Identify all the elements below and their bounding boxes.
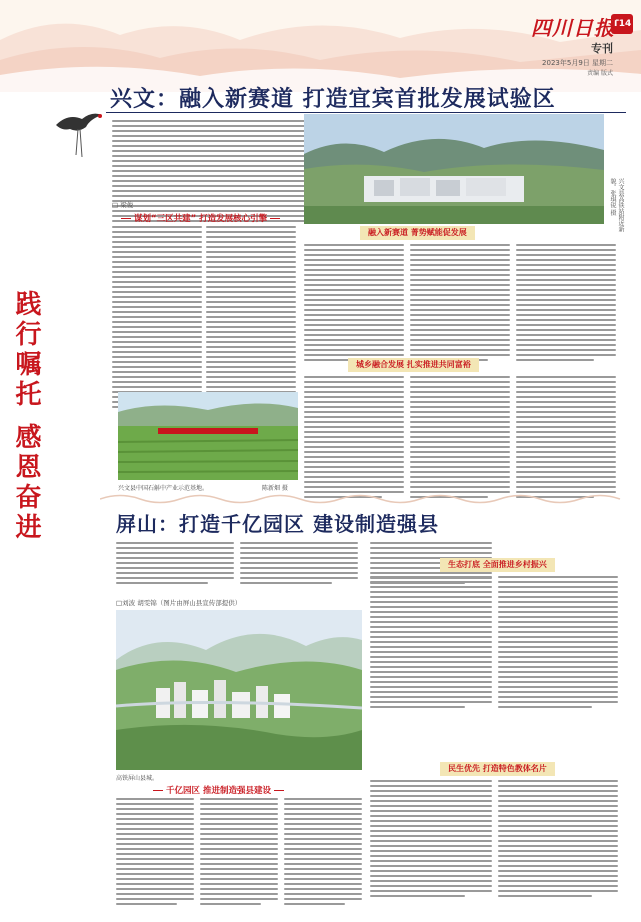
pingshan-col-d	[370, 780, 492, 897]
xingwen-col-7	[410, 376, 510, 498]
headline-rule	[106, 112, 626, 113]
xingwen-col-4	[410, 244, 510, 361]
sub-heading-text: 千亿园区 推进制造强县建设	[166, 786, 271, 796]
pingshan-tag-2: 民生优先 打造特色教体名片	[440, 762, 555, 776]
newspaper-logo: 四川日报	[531, 16, 615, 40]
pingshan-intro-col-1	[116, 542, 234, 584]
pingshan-tag-1: 生态打底 全面推进乡村振兴	[440, 558, 555, 572]
pingshan-byline: □刘波 胡雯锦（图片由屏山县宣传部提供）	[116, 599, 242, 607]
sub-heading-text: 谋划“三区共建” 打造发展核心引擎	[134, 214, 268, 224]
xingwen-sub-heading-1	[118, 212, 283, 224]
issue-date: 2023年5月9日 星期二	[542, 59, 613, 67]
pingshan-col-b	[370, 576, 492, 708]
pingshan-col-c	[498, 576, 618, 708]
pingshan-photo-caption: 高铁屏山县城。	[116, 775, 159, 782]
vertical-slogan: 践行嘱托 感恩奋进	[11, 290, 41, 544]
pingshan-col-g	[200, 798, 278, 905]
xingwen-photo2-caption: 兴文县高铁站附近新貌。张琪锐 摄	[609, 178, 624, 232]
xingwen-col-8	[516, 376, 616, 498]
pingshan-sub-heading-1	[150, 784, 287, 796]
pingshan-headline: 屏山：打造千亿园区 建设制造强县	[116, 512, 439, 536]
xingwen-col-2	[206, 226, 296, 408]
section-divider-wave	[100, 492, 630, 506]
section-label: 专刊	[591, 42, 613, 55]
crane-illustration-icon	[48, 105, 108, 165]
photo1-credit: 陈新畑 摄	[262, 485, 288, 492]
xingwen-sub-heading-3: 城乡融合发展 扎实推进共同富裕	[348, 358, 479, 372]
xingwen-col-3	[304, 244, 404, 361]
dendrobium-base-photo	[118, 392, 298, 480]
pingshan-intro-col-2	[240, 542, 358, 584]
photo1-caption: 兴文县中国石斛中产业示范基地。	[118, 485, 209, 492]
xingwen-town-photo	[304, 114, 604, 224]
xingwen-col-6	[304, 376, 404, 498]
xingwen-col-1	[112, 226, 202, 408]
pingshan-col-e	[498, 780, 618, 897]
pingshan-col-f	[116, 798, 194, 905]
xingwen-col-5	[516, 244, 616, 361]
xingwen-headline: 兴文：融入新赛道 打造宜宾首批发展试验区	[110, 87, 556, 112]
editor-credit: 责编 版式	[587, 70, 613, 77]
pingshan-aerial-photo	[116, 610, 362, 770]
page-number-badge: T14	[611, 14, 633, 34]
xingwen-byline: □ 梁俊	[112, 201, 134, 209]
xingwen-sub-heading-2: 融入新赛道 菁势赋能促发展	[360, 226, 475, 240]
pingshan-col-h	[284, 798, 362, 905]
